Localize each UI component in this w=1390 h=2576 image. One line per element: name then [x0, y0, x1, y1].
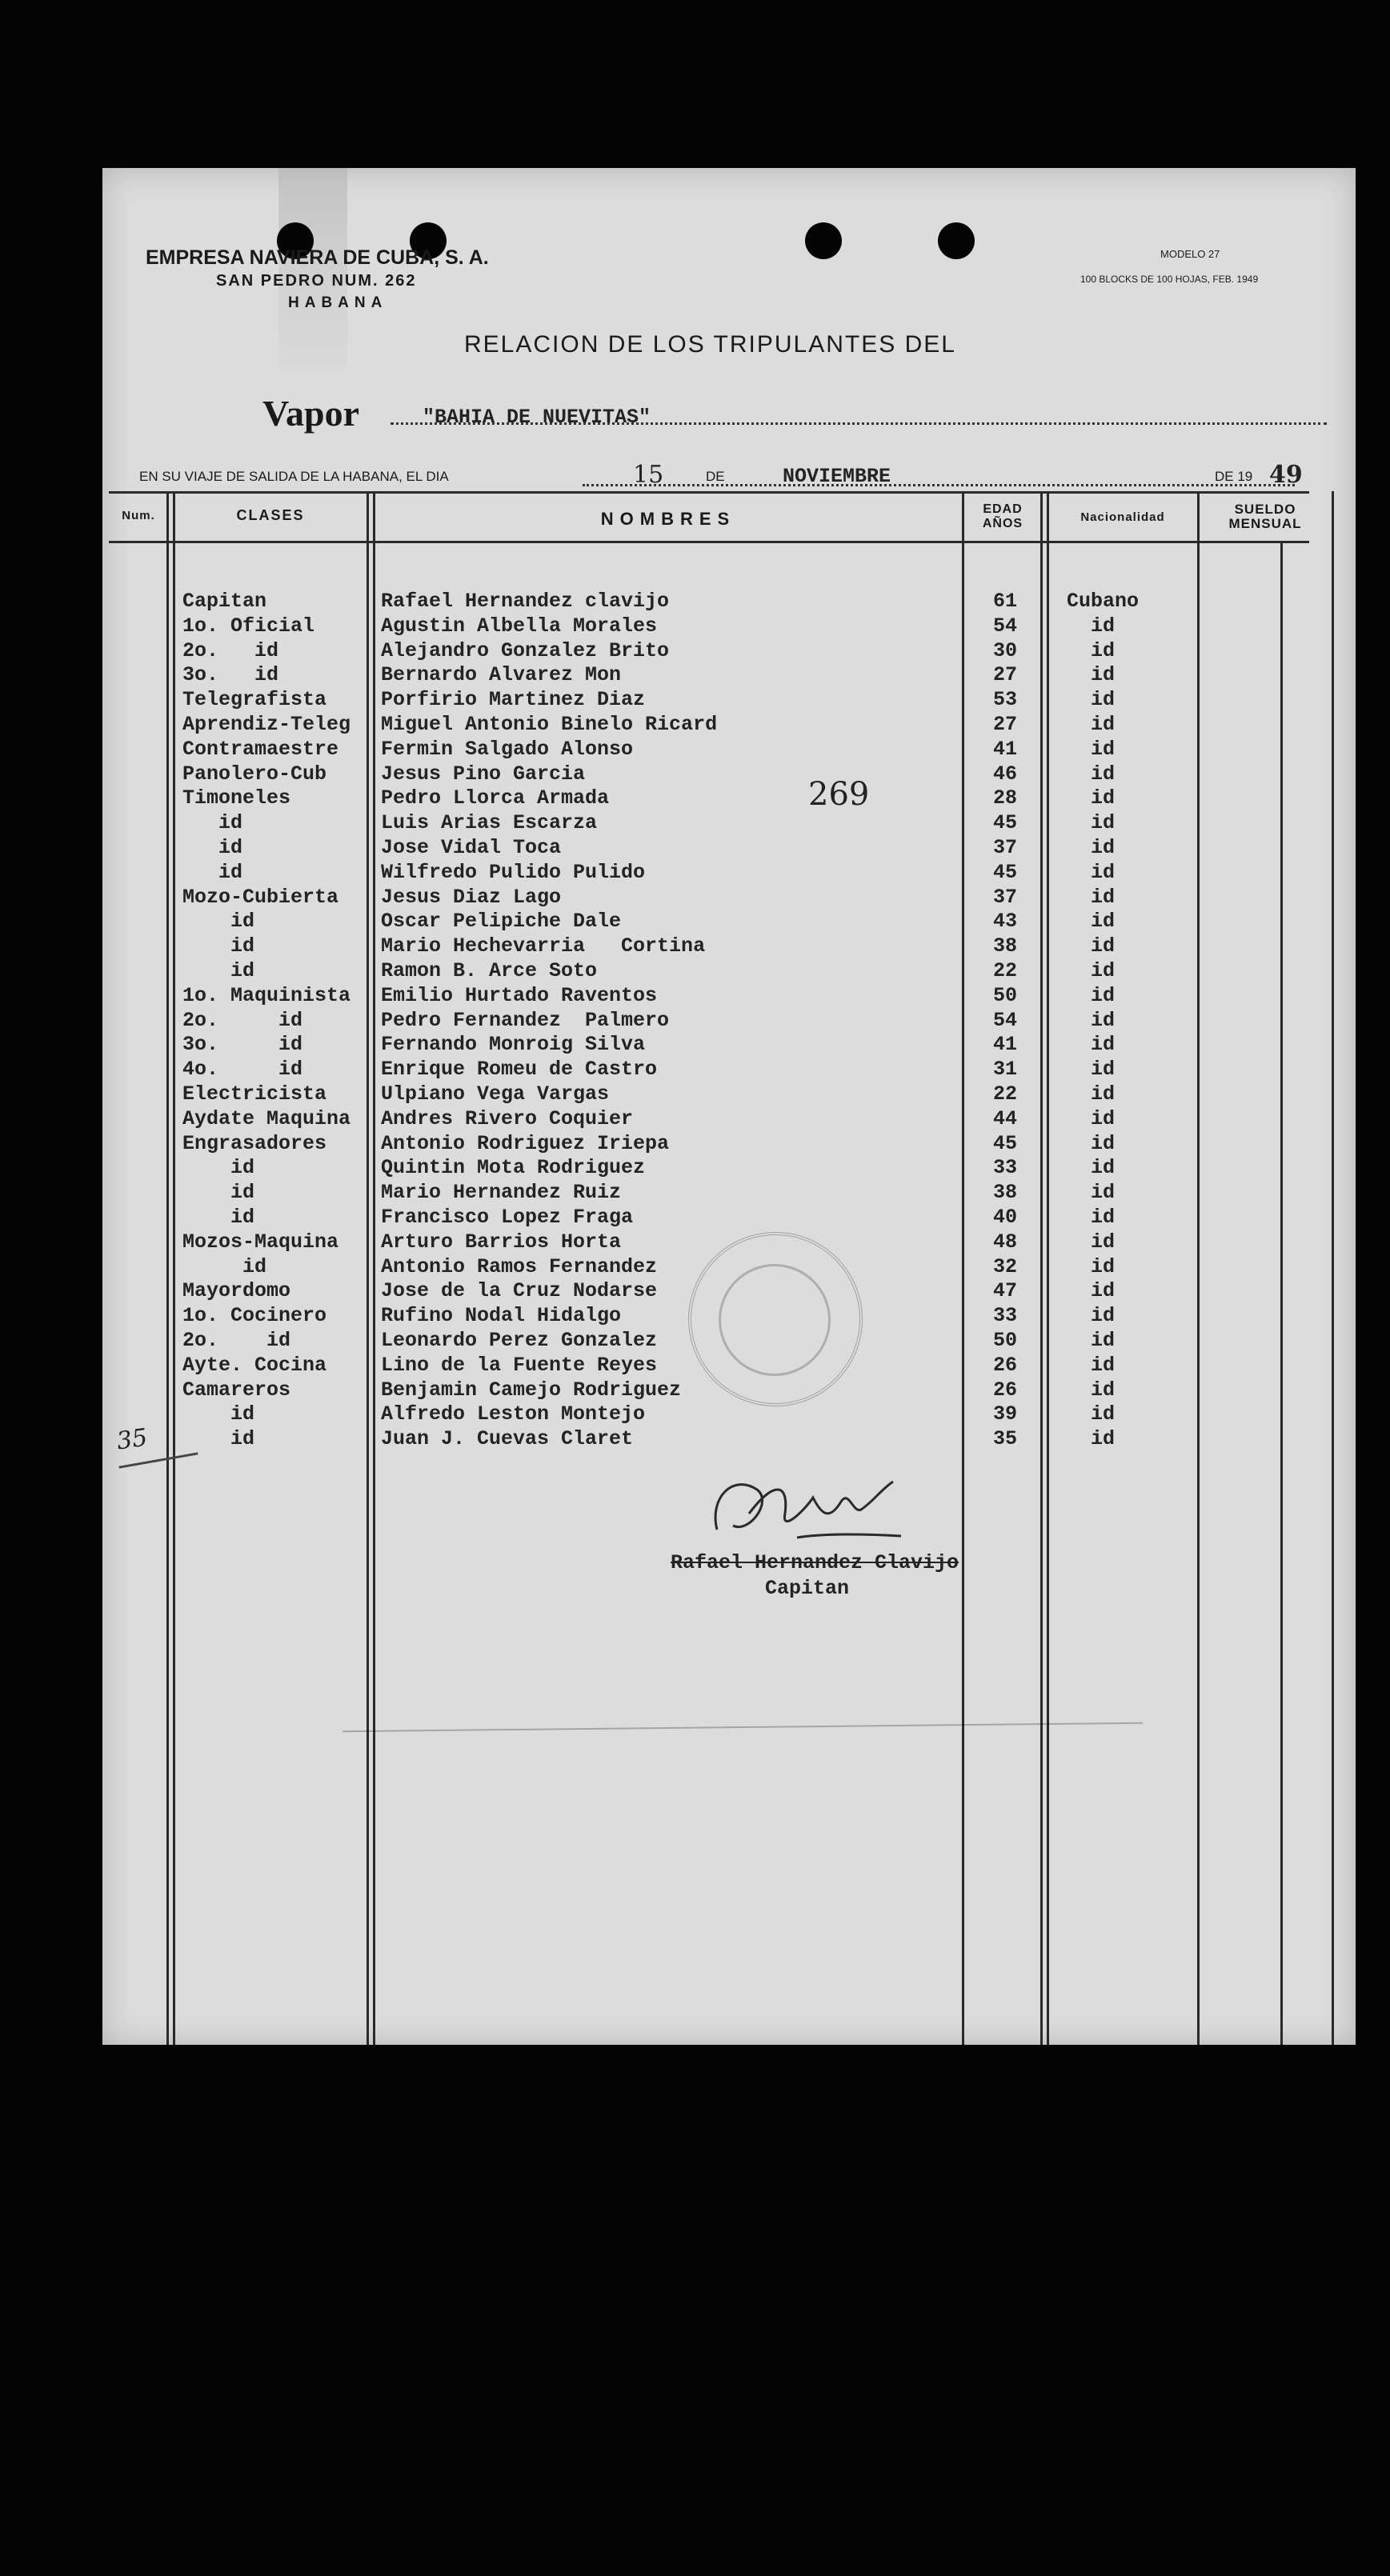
table-row [102, 1032, 1356, 1057]
table-top-rule [109, 491, 1309, 494]
crew-clase: id [182, 1254, 267, 1278]
crew-nombre: Fermin Salgado Alonso [381, 737, 634, 761]
crew-nacionalidad: id [1090, 1008, 1115, 1032]
crew-nombre: Juan J. Cuevas Claret [381, 1427, 634, 1451]
crew-list-document [102, 168, 1356, 2045]
crew-clase: id [182, 934, 255, 958]
crew-nacionalidad: id [1090, 786, 1115, 810]
voyage-year: 49 [1269, 461, 1303, 489]
crew-nacionalidad: id [1090, 934, 1115, 958]
crew-nacionalidad: id [1090, 910, 1115, 934]
crew-clase: Ayte. Cocina [182, 1353, 327, 1377]
crew-clase: Camareros [182, 1378, 291, 1402]
crew-clase: Electricista [182, 1082, 327, 1106]
col-header-nombres: NOMBRES [600, 509, 736, 529]
crew-nacionalidad: id [1090, 836, 1115, 859]
table-row [102, 885, 1356, 910]
crew-nacionalidad: id [1090, 663, 1115, 687]
crew-nacionalidad: id [1090, 860, 1115, 884]
crew-nombre: Oscar Pelipiche Dale [381, 910, 622, 934]
crew-edad: 33 [992, 1156, 1017, 1180]
col-header-sueldo: SUELDO MENSUAL [1228, 502, 1302, 531]
margin-note-underline [118, 1452, 198, 1468]
crew-nombre: Mario Hernandez Ruiz [381, 1181, 622, 1205]
crew-clase: Contramaestre [182, 737, 339, 761]
crew-edad: 33 [992, 1304, 1017, 1328]
crew-clase: 4o. id [182, 1058, 303, 1082]
crew-clase: Telegrafista [182, 688, 327, 712]
table-row [102, 687, 1356, 712]
crew-clase: 1o. Cocinero [182, 1304, 327, 1328]
table-row [102, 1402, 1356, 1426]
crew-nacionalidad: id [1090, 638, 1115, 662]
model-number: MODELO 27 [1160, 248, 1220, 260]
crew-nacionalidad: id [1090, 1156, 1115, 1180]
crew-edad: 37 [992, 836, 1017, 859]
crew-edad: 43 [992, 910, 1017, 934]
crew-clase: id [182, 1427, 255, 1451]
table-row [102, 1082, 1356, 1106]
vapor-name: "BAHIA DE NUEVITAS" [423, 406, 651, 429]
crew-nombre: Benjamin Camejo Rodriguez [381, 1378, 682, 1402]
crew-nombre: Antonio Ramos Fernandez [381, 1254, 658, 1278]
crew-nacionalidad: id [1090, 1206, 1115, 1229]
page-number: 269 [808, 776, 870, 813]
captain-signature [701, 1466, 909, 1554]
crew-nombre: Lino de la Fuente Reyes [381, 1353, 658, 1377]
crew-nacionalidad: id [1090, 1254, 1115, 1278]
document-title: RELACION DE LOS TRIPULANTES DEL [464, 331, 956, 358]
col-header-num: Num. [122, 509, 155, 522]
crew-clase: id [182, 959, 255, 982]
crew-nombre: Jose de la Cruz Nodarse [381, 1279, 658, 1303]
crew-nombre: Agustin Albella Morales [381, 614, 658, 638]
crew-nombre: Jesus Diaz Lago [381, 885, 562, 909]
crew-nombre: Porfirio Martinez Diaz [381, 688, 646, 712]
crew-nacionalidad: id [1090, 1106, 1115, 1130]
voyage-dotted-line [583, 484, 1295, 486]
crew-nombre: Enrique Romeu de Castro [381, 1058, 658, 1082]
company-city: HABANA [288, 294, 388, 311]
crew-nacionalidad: id [1090, 762, 1115, 786]
signature-title: Capitan [765, 1577, 850, 1600]
crew-edad: 61 [992, 590, 1017, 613]
table-row [102, 737, 1356, 762]
crew-clase: id [182, 860, 243, 884]
crew-nacionalidad: id [1090, 1304, 1115, 1328]
crew-nacionalidad: id [1090, 1131, 1115, 1155]
crew-edad: 53 [992, 688, 1017, 712]
crew-nombre: Quintin Mota Rodriguez [381, 1156, 646, 1180]
crew-edad: 27 [992, 663, 1017, 687]
crew-clase: Aydate Maquina [182, 1106, 351, 1130]
crew-clase: 3o. id [182, 1033, 303, 1057]
crew-edad: 38 [992, 934, 1017, 958]
crew-nacionalidad: id [1090, 1378, 1115, 1402]
table-row [102, 638, 1356, 663]
crew-nombre: Mario Hechevarria Cortina [381, 934, 706, 958]
crew-clase: Mozos-Maquina [182, 1230, 339, 1254]
crew-edad: 41 [992, 1033, 1017, 1057]
crew-clase: Mayordomo [182, 1279, 291, 1303]
crew-nombre: Wilfredo Pulido Pulido [381, 860, 646, 884]
crew-nacionalidad: id [1090, 1279, 1115, 1303]
table-row [102, 1131, 1356, 1156]
crew-edad: 28 [992, 786, 1017, 810]
crew-clase: id [182, 1206, 255, 1229]
table-row [102, 712, 1356, 737]
crew-nacionalidad: id [1090, 1402, 1115, 1426]
table-row [102, 1155, 1356, 1180]
table-row [102, 614, 1356, 638]
table-row [102, 810, 1356, 835]
crew-nacionalidad: id [1090, 959, 1115, 982]
crew-nombre: Alfredo Leston Montejo [381, 1402, 646, 1426]
crew-edad: 37 [992, 885, 1017, 909]
crew-nombre: Rafael Hernandez clavijo [381, 590, 670, 613]
table-row [102, 762, 1356, 786]
crew-nacionalidad: id [1090, 1082, 1115, 1106]
crew-edad: 40 [992, 1206, 1017, 1229]
crew-nacionalidad: id [1090, 614, 1115, 638]
crew-edad: 48 [992, 1230, 1017, 1254]
crew-clase: id [182, 910, 255, 934]
voyage-day: 15 [633, 461, 664, 489]
table-row [102, 983, 1356, 1008]
crew-edad: 50 [992, 983, 1017, 1007]
crew-clase: Engrasadores [182, 1131, 327, 1155]
table-row [102, 934, 1356, 958]
crew-nacionalidad: id [1090, 1033, 1115, 1057]
table-row [102, 909, 1356, 934]
table-row [102, 662, 1356, 687]
crew-nacionalidad: id [1090, 1058, 1115, 1082]
crew-clase: 2o. id [182, 638, 279, 662]
crew-nombre: Ulpiano Vega Vargas [381, 1082, 610, 1106]
vapor-label: Vapor [262, 393, 359, 434]
crew-edad: 39 [992, 1402, 1017, 1426]
crew-nombre: Arturo Barrios Horta [381, 1230, 622, 1254]
table-row [102, 958, 1356, 983]
punch-hole [805, 222, 842, 259]
crew-clase: Mozo-Cubierta [182, 885, 339, 909]
table-row [102, 1205, 1356, 1230]
crew-edad: 26 [992, 1378, 1017, 1402]
table-row [102, 589, 1356, 614]
crew-nacionalidad: id [1090, 713, 1115, 736]
de-label: DE [706, 469, 725, 484]
crew-clase: 3o. id [182, 663, 279, 687]
crew-nombre: Jesus Pino Garcia [381, 762, 586, 786]
crew-edad: 26 [992, 1353, 1017, 1377]
signature-name: Rafael Hernandez Clavijo [671, 1551, 959, 1574]
crew-nombre: Rufino Nodal Hidalgo [381, 1304, 622, 1328]
crew-nacionalidad: id [1090, 1230, 1115, 1254]
crew-nombre: Alejandro Gonzalez Brito [381, 638, 670, 662]
crew-nombre: Bernardo Alvarez Mon [381, 663, 622, 687]
crew-clase: Capitan [182, 590, 267, 613]
crew-clase: 2o. id [182, 1329, 291, 1352]
crew-nombre: Luis Arias Escarza [381, 811, 598, 835]
year-label: DE 19 [1215, 469, 1253, 484]
crew-edad: 22 [992, 1082, 1017, 1106]
company-name: EMPRESA NAVIERA DE CUBA, S. A. [146, 246, 489, 269]
print-note: 100 BLOCKS DE 100 HOJAS, FEB. 1949 [1080, 274, 1259, 285]
punch-hole [938, 222, 975, 259]
crew-nombre: Andres Rivero Coquier [381, 1106, 634, 1130]
crew-edad: 38 [992, 1181, 1017, 1205]
crew-nacionalidad: id [1090, 1427, 1115, 1451]
table-row [102, 860, 1356, 885]
crew-edad: 22 [992, 959, 1017, 982]
crew-edad: 35 [992, 1427, 1017, 1451]
crew-clase: 1o. Oficial [182, 614, 315, 638]
crew-nombre: Antonio Rodriguez Iriepa [381, 1131, 670, 1155]
crew-edad: 44 [992, 1106, 1017, 1130]
crew-edad: 46 [992, 762, 1017, 786]
table-row [102, 786, 1356, 810]
table-row [102, 1106, 1356, 1131]
crew-edad: 45 [992, 1131, 1017, 1155]
crew-edad: 27 [992, 713, 1017, 736]
fold-line [342, 1722, 1143, 1732]
crew-clase: Timoneles [182, 786, 291, 810]
crew-clase: id [182, 836, 243, 859]
crew-nombre: Ramon B. Arce Soto [381, 959, 598, 982]
crew-edad: 32 [992, 1254, 1017, 1278]
crew-nacionalidad: id [1090, 811, 1115, 835]
crew-nombre: Fernando Monroig Silva [381, 1033, 646, 1057]
crew-nombre: Pedro Llorca Armada [381, 786, 610, 810]
crew-nombre: Pedro Fernandez Palmero [381, 1008, 670, 1032]
table-row [102, 1426, 1356, 1451]
crew-nacionalidad: id [1090, 1353, 1115, 1377]
crew-edad: 30 [992, 638, 1017, 662]
crew-edad: 47 [992, 1279, 1017, 1303]
col-header-edad: EDAD AÑOS [982, 502, 1023, 530]
crew-nacionalidad: id [1090, 1181, 1115, 1205]
crew-clase: Panolero-Cub [182, 762, 327, 786]
crew-clase: 1o. Maquinista [182, 983, 351, 1007]
crew-nombre: Leonardo Perez Gonzalez [381, 1329, 658, 1352]
crew-clase: id [182, 1156, 255, 1180]
crew-edad: 45 [992, 811, 1017, 835]
col-header-nacionalidad: Nacionalidad [1080, 510, 1165, 524]
crew-clase: Aprendiz-Teleg [182, 713, 351, 736]
crew-edad: 54 [992, 614, 1017, 638]
crew-nacionalidad: id [1090, 688, 1115, 712]
crew-nombre: Miguel Antonio Binelo Ricard [381, 713, 718, 736]
col-header-clases: CLASES [236, 507, 305, 523]
table-row [102, 1180, 1356, 1205]
crew-clase: id [182, 1402, 255, 1426]
voyage-prefix: EN SU VIAJE DE SALIDA DE LA HABANA, EL DIA [139, 469, 449, 484]
crew-nombre: Francisco Lopez Fraga [381, 1206, 634, 1229]
crew-nacionalidad: id [1090, 983, 1115, 1007]
crew-nacionalidad: id [1090, 737, 1115, 761]
crew-edad: 50 [992, 1329, 1017, 1352]
table-row [102, 835, 1356, 860]
crew-nacionalidad: id [1090, 1329, 1115, 1352]
table-row [102, 1057, 1356, 1082]
margin-note: 35 [114, 1423, 150, 1456]
crew-nombre: Jose Vidal Toca [381, 836, 562, 859]
crew-edad: 31 [992, 1058, 1017, 1082]
crew-clase: id [182, 1181, 255, 1205]
crew-nacionalidad: Cubano [1066, 590, 1139, 613]
table-row [102, 1008, 1356, 1033]
crew-clase: id [182, 811, 243, 835]
crew-edad: 45 [992, 860, 1017, 884]
table-header-rule [109, 541, 1309, 543]
voyage-month: NOVIEMBRE [783, 465, 891, 488]
crew-edad: 41 [992, 737, 1017, 761]
crew-edad: 54 [992, 1008, 1017, 1032]
crew-nombre: Emilio Hurtado Raventos [381, 983, 658, 1007]
crew-nacionalidad: id [1090, 885, 1115, 909]
company-address: SAN PEDRO NUM. 262 [216, 272, 417, 290]
crew-clase: 2o. id [182, 1008, 303, 1032]
official-stamp-inner [719, 1264, 831, 1376]
